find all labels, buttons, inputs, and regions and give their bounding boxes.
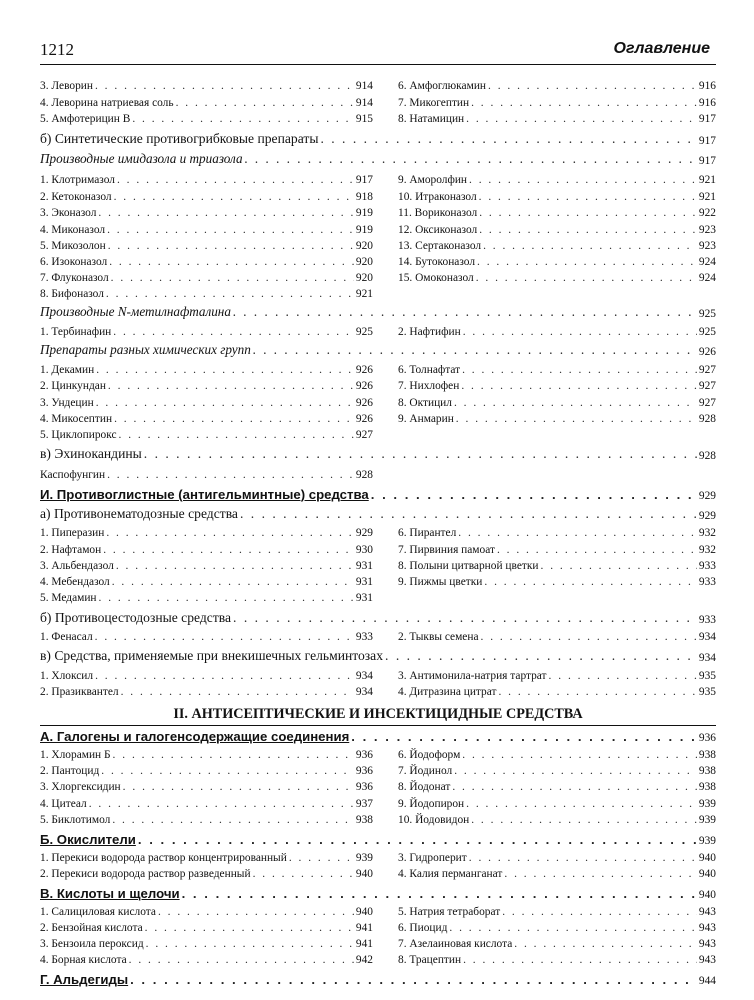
toc-entry-label: 13. Сертаконазол <box>398 240 482 252</box>
toc-entry-page: 917 <box>355 174 373 186</box>
toc-entry-page: 933 <box>355 631 373 643</box>
toc-entry-page: 916 <box>698 97 716 109</box>
toc-entry-page: 939 <box>698 798 716 810</box>
toc-entry-label: 12. Оксиконазол <box>398 224 478 236</box>
toc-entry-page: 914 <box>355 80 373 92</box>
toc-entry-label: 4. Борная кислота <box>40 954 127 966</box>
dot-leader <box>119 429 354 441</box>
toc-item <box>40 776 373 793</box>
toc-entry-label: 2. Пантоцид <box>40 765 100 777</box>
toc-entry-page: 920 <box>355 240 373 252</box>
toc-entry-label: 6. Пирантел <box>398 527 457 539</box>
toc-entry-label: 9. Анмарин <box>398 413 454 425</box>
toc-entry-label: 1. Пиперазин <box>40 527 105 539</box>
toc-entry-page: 917 <box>698 113 716 125</box>
toc-entry-label: 5. Натрия тетраборат <box>398 906 501 918</box>
toc-entry-page: 936 <box>355 781 373 793</box>
toc-entry-label: 2. Нафтифин <box>398 326 461 338</box>
toc-entry-label: Б. Окислители <box>40 832 136 847</box>
toc-entry-label: 6. Пиоцид <box>398 922 448 934</box>
dot-leader <box>138 832 697 847</box>
toc-section-heading <box>40 882 716 901</box>
toc-entry-label: 2. Цинкундан <box>40 380 106 392</box>
toc-entry-label: Производные N-метилнафталина <box>40 304 231 319</box>
dot-leader <box>253 868 354 880</box>
toc-item <box>40 408 373 425</box>
toc-entry-label: 8. Полыни цитварной цветки <box>398 560 539 572</box>
dot-leader <box>461 380 697 392</box>
dot-leader <box>498 686 696 698</box>
dot-leader <box>463 326 697 338</box>
toc-entry-label: 9. Йодопирон <box>398 798 465 810</box>
toc-entry-page: 921 <box>698 191 716 203</box>
toc-item <box>398 555 716 572</box>
toc-entry-label: 1. Декамин <box>40 364 95 376</box>
toc-item <box>398 186 716 203</box>
toc-entry-label: 7. Азелаиновая кислота <box>398 938 513 950</box>
toc-entry-label: 2. Перекиси водорода раствор разведенный <box>40 868 251 880</box>
toc-entry-label: 8. Октицил <box>398 397 452 409</box>
toc-entry-page: 932 <box>698 544 716 556</box>
dot-leader <box>504 868 697 880</box>
toc-entry-page: 919 <box>355 224 373 236</box>
toc-entry-label: 7. Нихлофен <box>398 380 460 392</box>
toc-entry-page: 921 <box>698 174 716 186</box>
toc-entry-label: 11. Вориконазол <box>398 207 478 219</box>
dot-leader <box>320 131 696 147</box>
toc-subsection <box>40 607 716 626</box>
toc-item <box>40 626 373 643</box>
toc-entry-page: 942 <box>355 954 373 966</box>
toc-entry-page: 939 <box>355 852 373 864</box>
toc-entry-page: 923 <box>698 224 716 236</box>
dot-leader <box>112 814 354 826</box>
toc-item <box>40 75 373 92</box>
dot-leader <box>458 527 697 539</box>
toc-item <box>398 392 716 409</box>
dot-leader <box>484 576 697 588</box>
dot-leader <box>233 304 697 320</box>
toc-entry-page: 933 <box>698 560 716 572</box>
toc-entry-page: 938 <box>698 749 716 761</box>
dot-leader <box>99 592 354 604</box>
toc-section-heading <box>40 483 716 502</box>
toc-entry-page: 934 <box>698 631 716 643</box>
dot-leader <box>107 469 354 481</box>
toc-entry-page: 926 <box>355 380 373 392</box>
toc-entry-label: 2. Тыквы семена <box>398 631 479 643</box>
dot-leader <box>130 972 697 987</box>
toc-entry-page: 940 <box>355 868 373 880</box>
toc-entry-page: 936 <box>355 749 373 761</box>
toc-item <box>40 793 373 810</box>
toc-group-heading <box>40 339 716 358</box>
toc-entry-label: И. Противоглистные (антигельминтные) средства <box>40 487 369 502</box>
toc-subsection <box>40 128 716 147</box>
toc-entry-page: 943 <box>698 906 716 918</box>
toc-entry-label: II. АНТИСЕПТИЧЕСКИЕ И ИНСЕКТИЦИДНЫЕ СРЕДСТВА <box>173 706 583 722</box>
toc-entry-page: 928 <box>698 450 716 462</box>
toc-item <box>398 321 716 338</box>
dot-leader <box>132 113 354 125</box>
toc-entry-page: 926 <box>355 364 373 376</box>
dot-leader <box>488 80 697 92</box>
toc-entry-page: 938 <box>698 765 716 777</box>
toc-entry-page: 927 <box>698 397 716 409</box>
dot-leader <box>129 954 354 966</box>
dot-leader <box>121 686 354 698</box>
toc-item <box>398 776 716 793</box>
toc-item <box>40 169 373 186</box>
toc-entry-page: 927 <box>355 429 373 441</box>
toc-item <box>40 283 373 300</box>
toc-subsection <box>40 503 716 522</box>
toc-entry-page: 919 <box>355 207 373 219</box>
toc-item <box>398 408 716 425</box>
toc-entry-page: 938 <box>355 814 373 826</box>
toc-entry-label: 10. Йодовидон <box>398 814 470 826</box>
dot-leader <box>452 781 697 793</box>
toc-entry-page: 943 <box>698 938 716 950</box>
toc-entry-label: 2. Нафтамон <box>40 544 102 556</box>
toc-entry-page: 929 <box>698 490 716 502</box>
toc-item <box>398 847 716 864</box>
toc-entry-label: в) Эхинокандины <box>40 446 142 461</box>
toc-entry-label: 4. Леворина натриевая соль <box>40 97 174 109</box>
toc-entry-page: 934 <box>355 686 373 698</box>
toc-entry-page: 943 <box>698 922 716 934</box>
toc-item <box>40 186 373 203</box>
toc-entry-label: 1. Фенасал <box>40 631 93 643</box>
toc-item <box>40 949 373 966</box>
toc-entry-label: 1. Салициловая кислота <box>40 906 156 918</box>
toc-entry-page: 923 <box>698 240 716 252</box>
dot-leader <box>385 648 697 664</box>
toc-item <box>398 375 716 392</box>
dot-leader <box>233 610 697 626</box>
toc-item <box>398 75 716 92</box>
toc-entry-label: 15. Омоконазол <box>398 272 474 284</box>
toc-entry-page: 927 <box>698 364 716 376</box>
toc-item <box>398 251 716 268</box>
toc-entry-label: 5. Микозолон <box>40 240 106 252</box>
toc-item <box>40 359 373 376</box>
toc-entry-page: 930 <box>355 544 373 556</box>
dot-leader <box>144 446 697 462</box>
toc-item <box>40 202 373 219</box>
dot-leader <box>182 886 697 901</box>
dot-leader <box>240 506 697 522</box>
dot-leader <box>469 174 697 186</box>
toc-item <box>398 933 716 950</box>
toc-entry-page: 926 <box>698 346 716 358</box>
toc-entry-page: 931 <box>355 560 373 572</box>
toc-entry-label: 9. Пижмы цветки <box>398 576 483 588</box>
toc-entry-label: Производные имидазола и триазола <box>40 151 243 166</box>
toc-entry-label: 5. Циклопирокс <box>40 429 117 441</box>
toc-entry-page: 925 <box>698 326 716 338</box>
toc-entry-label: 9. Аморолфин <box>398 174 468 186</box>
toc-item <box>398 665 716 682</box>
toc-item <box>40 933 373 950</box>
dot-leader <box>476 272 697 284</box>
toc-item <box>398 539 716 556</box>
toc-item <box>398 917 716 934</box>
toc-item <box>398 760 716 777</box>
dot-leader <box>466 113 697 125</box>
toc-item <box>398 267 716 284</box>
toc-entry-page: 929 <box>355 527 373 539</box>
dot-leader <box>479 207 697 219</box>
toc-item <box>398 809 716 826</box>
toc-entry-label: 5. Амфотерицин В <box>40 113 131 125</box>
toc-entry-label: 6. Йодоформ <box>398 749 461 761</box>
toc-entry-label: 4. Миконазол <box>40 224 106 236</box>
toc-item <box>398 108 716 125</box>
page-title: Оглавление <box>613 40 710 57</box>
toc-entry-page: 929 <box>698 510 716 522</box>
toc-entry-label: 5. Биклотимол <box>40 814 111 826</box>
toc-entry-page: 933 <box>698 614 716 626</box>
toc-entry-label: 3. Антимонила-натрия тартрат <box>398 670 547 682</box>
dot-leader <box>351 729 697 744</box>
toc-section-heading <box>40 725 716 744</box>
dot-leader <box>471 814 697 826</box>
toc-entry-label: в) Средства, применяемые при внекишечных гельминтозах <box>40 648 384 663</box>
toc-item <box>40 863 373 880</box>
toc-entry-page: 944 <box>698 975 716 987</box>
page-number: 1212 <box>40 40 74 59</box>
toc-item <box>40 539 373 556</box>
toc-entry-label: 10. Итраконазол <box>398 191 477 203</box>
toc-entry-page: 936 <box>355 765 373 777</box>
toc-entry-page: 925 <box>698 308 716 320</box>
toc-item <box>398 92 716 109</box>
toc-section-heading <box>40 968 716 987</box>
toc-entry-label: 2. Кетоконазол <box>40 191 112 203</box>
toc-entry-label: 3. Гидроперит <box>398 852 467 864</box>
dot-leader <box>245 151 697 167</box>
toc-entry-page: 924 <box>698 256 716 268</box>
toc-item <box>40 760 373 777</box>
toc-item <box>40 555 373 572</box>
toc-entry-label: 1. Хлорамин Б <box>40 749 111 761</box>
toc-item <box>40 464 373 481</box>
dot-leader <box>123 781 354 793</box>
toc-item <box>40 267 373 284</box>
toc-entry-page: 935 <box>698 670 716 682</box>
toc-item <box>398 863 716 880</box>
toc-item <box>398 949 716 966</box>
toc-entry-page: 926 <box>355 413 373 425</box>
dot-leader <box>117 174 354 186</box>
toc-entry-label: 6. Изоконазол <box>40 256 108 268</box>
toc-item <box>398 571 716 588</box>
toc-item <box>40 571 373 588</box>
toc-entry-page: 934 <box>698 652 716 664</box>
toc-entry-label: 8. Йодонат <box>398 781 451 793</box>
toc-entry-label: 1. Тербинафин <box>40 326 112 338</box>
toc-entry-page: 937 <box>355 798 373 810</box>
toc-item <box>40 809 373 826</box>
dot-leader <box>371 487 697 502</box>
dot-leader <box>106 527 354 539</box>
toc-entry-page: 928 <box>698 413 716 425</box>
toc-entry-label: 7. Йодинол <box>398 765 453 777</box>
toc-entry-page: 925 <box>355 326 373 338</box>
toc-item <box>398 626 716 643</box>
toc-item <box>398 359 716 376</box>
toc-entry-page: 931 <box>355 576 373 588</box>
toc-entry-label: 4. Калия перманганат <box>398 868 503 880</box>
toc-entry-label: В. Кислоты и щелочи <box>40 886 180 901</box>
toc-entry-page: 941 <box>355 938 373 950</box>
toc-item <box>398 169 716 186</box>
toc-subsection <box>40 443 716 462</box>
dot-leader <box>456 413 697 425</box>
toc-item <box>398 202 716 219</box>
toc-entry-label: Г. Альдегиды <box>40 972 129 987</box>
toc-item <box>40 847 373 864</box>
toc-entry-page: 921 <box>355 288 373 300</box>
toc-entry-label: 2. Бензойная кислота <box>40 922 143 934</box>
toc-entry-page: 920 <box>355 272 373 284</box>
toc-entry-label: 1. Хлоксил <box>40 670 94 682</box>
toc-entry-label: 3. Хлоргексидин <box>40 781 121 793</box>
toc-entry-label: 7. Пирвиния памоат <box>398 544 495 556</box>
toc-entry-label: 4. Мебендазол <box>40 576 110 588</box>
toc-entry-page: 939 <box>698 835 716 847</box>
toc-entry-page: 936 <box>698 732 716 744</box>
dot-leader <box>463 954 697 966</box>
toc-entry-page: 931 <box>355 592 373 604</box>
toc-entry-label: Каспофунгин <box>40 469 106 481</box>
toc-group-heading <box>40 301 716 320</box>
toc-item <box>398 219 716 236</box>
toc-entry-page: 917 <box>698 155 716 167</box>
toc-entry-label: 7. Микогептин <box>398 97 470 109</box>
toc-item <box>40 392 373 409</box>
toc-entry-label: 7. Флуконазол <box>40 272 109 284</box>
toc-subsection <box>40 645 716 664</box>
toc-part-heading <box>40 703 716 723</box>
toc-entry-page: 935 <box>698 686 716 698</box>
dot-leader <box>98 207 354 219</box>
toc-entry-label: 3. Альбендазол <box>40 560 114 572</box>
toc-entry-page: 938 <box>698 781 716 793</box>
toc-entry-label: 6. Толнафтат <box>398 364 461 376</box>
toc-entry-label: 6. Амфоглюкамин <box>398 80 487 92</box>
toc-entry-label: 4. Дитразина цитрат <box>398 686 497 698</box>
toc-entry-page: 940 <box>698 889 716 901</box>
toc-item <box>40 92 373 109</box>
toc-entry-label: 8. Натамицин <box>398 113 465 125</box>
toc-entry-label: 3. Ундецин <box>40 397 94 409</box>
dot-leader <box>253 342 697 358</box>
toc-entry-label: 3. Бензоила пероксид <box>40 938 144 950</box>
toc-entry-page: 933 <box>698 576 716 588</box>
toc-entry-page: 915 <box>355 113 373 125</box>
toc-item <box>398 681 716 698</box>
dot-leader <box>113 326 354 338</box>
toc-item <box>40 917 373 934</box>
toc-entry-label: Препараты разных химических групп <box>40 342 251 357</box>
toc-item <box>40 744 373 761</box>
toc-item <box>398 901 716 918</box>
toc-entry-label: 8. Трацептин <box>398 954 462 966</box>
toc-item <box>40 424 373 441</box>
toc-entry-page: 940 <box>355 906 373 918</box>
toc-item <box>40 587 373 604</box>
toc-item <box>398 235 716 252</box>
toc-entry-page: 940 <box>698 852 716 864</box>
toc-item <box>40 235 373 252</box>
toc-item <box>40 108 373 125</box>
toc-item <box>40 665 373 682</box>
toc-item <box>398 793 716 810</box>
toc-item <box>40 522 373 539</box>
dot-leader <box>95 80 354 92</box>
toc-entry-page: 932 <box>698 527 716 539</box>
toc-entry-label: 3. Эконазол <box>40 207 97 219</box>
toc-entry-label: 3. Леворин <box>40 80 93 92</box>
toc-entry-page: 917 <box>698 135 716 147</box>
toc-item <box>40 901 373 918</box>
toc-item <box>40 321 373 338</box>
toc-item <box>40 219 373 236</box>
toc-entry-label: 2. Празиквантел <box>40 686 119 698</box>
toc-entry-label: 1. Перекиси водорода раствор концентрированный <box>40 852 287 864</box>
toc-section-heading <box>40 828 716 847</box>
toc-entry-page: 914 <box>355 97 373 109</box>
toc-entry-label: 14. Бутоконазол <box>398 256 476 268</box>
toc-item <box>40 375 373 392</box>
toc-entry-page: 926 <box>355 397 373 409</box>
toc-entry-page: 918 <box>355 191 373 203</box>
toc-entry-label: А. Галогены и галогенсодержащие соединения <box>40 729 350 744</box>
toc-entry-label: 4. Цитеал <box>40 798 87 810</box>
dot-leader <box>95 631 354 643</box>
toc-entry-page: 922 <box>698 207 716 219</box>
toc-entry-page: 940 <box>698 868 716 880</box>
toc-entry-page: 934 <box>355 670 373 682</box>
toc-entry-page: 941 <box>355 922 373 934</box>
toc-entry-page: 943 <box>698 954 716 966</box>
toc-entry-label: б) Синтетические противогрибковые препараты <box>40 131 319 146</box>
toc-entry-page: 924 <box>698 272 716 284</box>
toc-entry-page: 920 <box>355 256 373 268</box>
toc-entry-label: 5. Медамин <box>40 592 97 604</box>
toc-entry-label: 8. Бифоназол <box>40 288 104 300</box>
toc-entry-page: 916 <box>698 80 716 92</box>
dot-leader <box>106 288 354 300</box>
toc-item <box>40 251 373 268</box>
toc-item <box>398 522 716 539</box>
toc-entry-label: 4. Микосептин <box>40 413 113 425</box>
toc-item <box>40 681 373 698</box>
toc-entry-label: а) Противонематодозные средства <box>40 506 238 521</box>
dot-leader <box>108 380 354 392</box>
toc-entry-page: 939 <box>698 814 716 826</box>
toc-item <box>398 744 716 761</box>
toc-entry-label: 1. Клотримазол <box>40 174 115 186</box>
dot-leader <box>481 631 697 643</box>
toc-entry-label: б) Противоцестодозные средства <box>40 610 232 625</box>
toc-entry-page: 927 <box>698 380 716 392</box>
toc-entry-page: 928 <box>355 469 373 481</box>
toc-group-heading <box>40 148 716 167</box>
